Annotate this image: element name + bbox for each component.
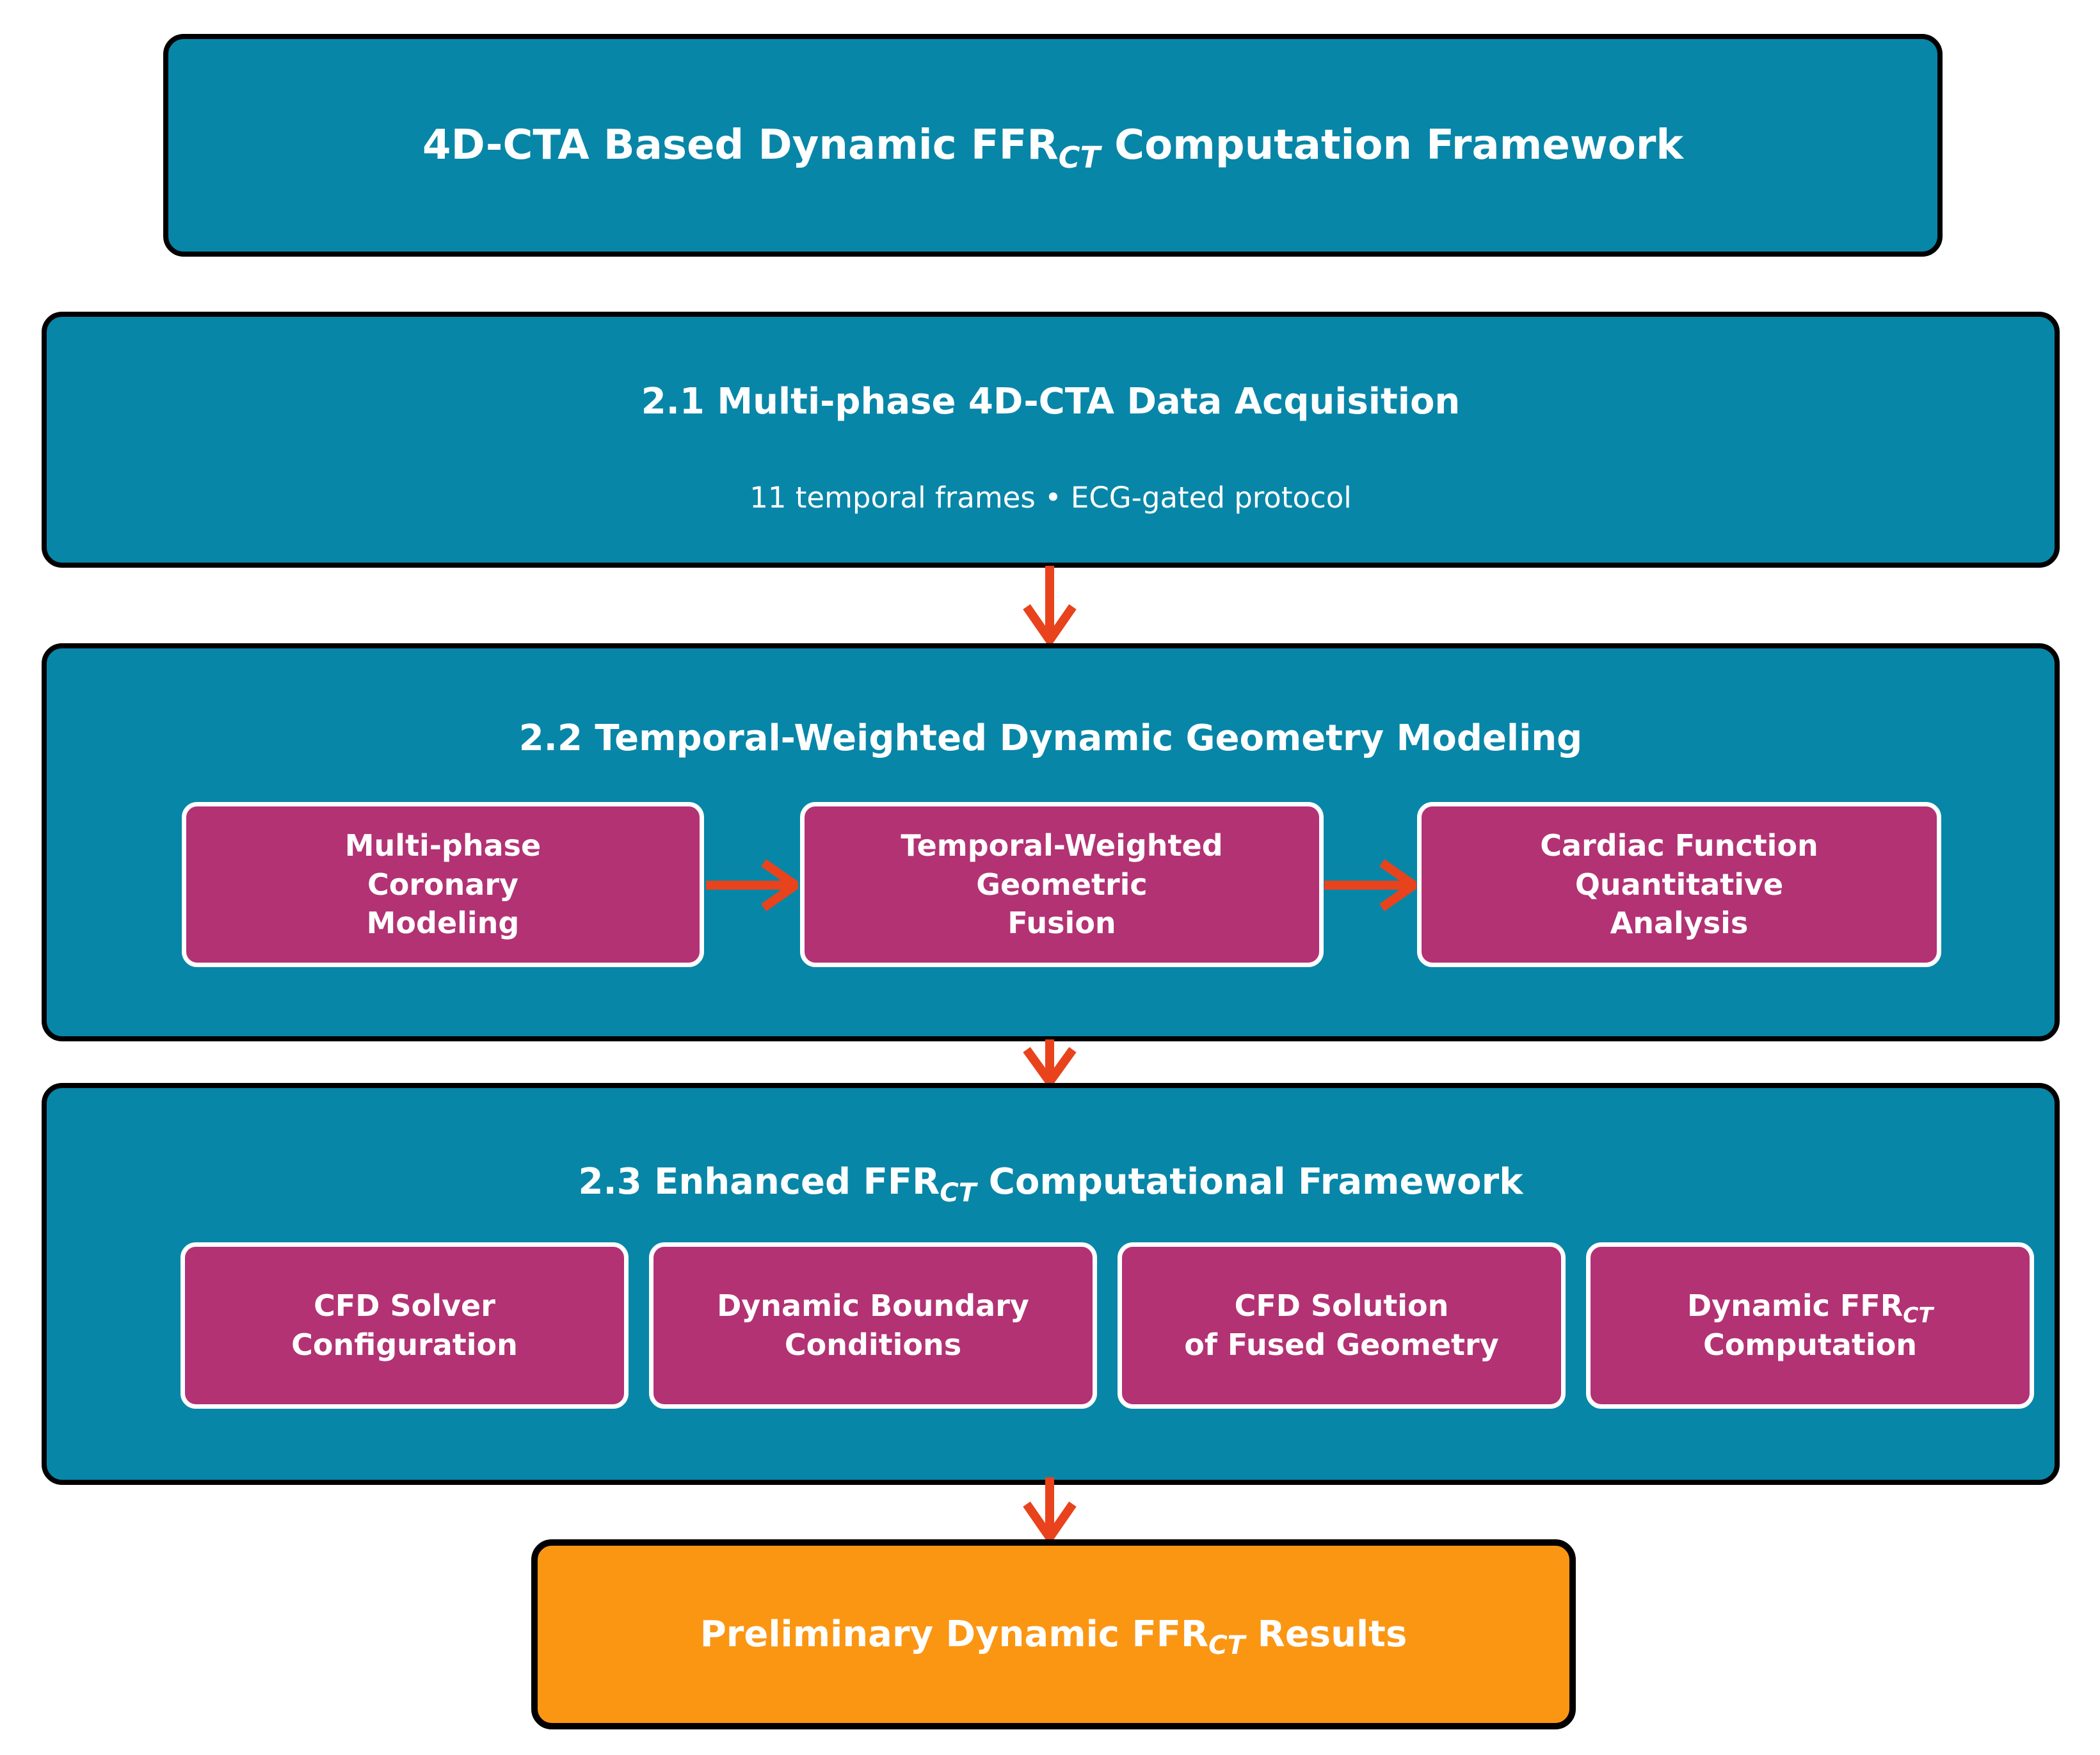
section-2-3-heading-suffix: Computational Framework [976, 1161, 1523, 1203]
step-line: Temporal-Weighted [901, 828, 1223, 863]
title-text-prefix: 4D-CTA Based Dynamic FFR [422, 122, 1059, 169]
section-2-1-data-acquisition [42, 312, 2060, 568]
step-line [1687, 1286, 1933, 1326]
result-box [531, 1539, 1576, 1729]
step-dynamic-ffrct-computation [1586, 1242, 2034, 1409]
diagram-title [422, 122, 1683, 175]
section-2-1-heading: 2.1 Multi-phase 4D-CTA Data Acquisition [641, 381, 1461, 422]
step-line: Cardiac Function [1540, 828, 1818, 863]
ffrct-subscript: CT [1903, 1302, 1934, 1328]
title-banner [163, 34, 1943, 257]
step-line: Configuration [291, 1327, 518, 1362]
down-arrow-2 [1021, 1039, 1078, 1086]
title-text-suffix: Computation Framework [1100, 122, 1683, 169]
right-arrow-1 [706, 856, 798, 914]
right-arrow-2 [1324, 856, 1416, 914]
step-line: of Fused Geometry [1184, 1327, 1499, 1362]
section-2-3-computational-framework [42, 1083, 2060, 1485]
step-line: Quantitative [1575, 867, 1784, 902]
step-line: Modeling [366, 906, 520, 941]
step-temporal-weighted-fusion [800, 802, 1324, 967]
result-subscript: CT [1208, 1630, 1246, 1661]
section-2-3-heading-subscript: CT [940, 1178, 977, 1208]
step-multiphase-coronary-modeling [182, 802, 704, 967]
step-cardiac-function-analysis [1417, 802, 1941, 967]
section-2-2-geometry-modeling [42, 643, 2060, 1041]
step-line: Geometric [976, 867, 1148, 902]
step-line-text: Dynamic FFR [1687, 1288, 1904, 1324]
step-cfd-solution-fused-geometry [1118, 1242, 1566, 1409]
step-cfd-solver-configuration [180, 1242, 629, 1409]
step-line: CFD Solver [314, 1288, 495, 1324]
down-arrow-1 [1021, 566, 1078, 644]
section-2-3-heading [47, 1161, 2055, 1208]
result-text [700, 1614, 1407, 1661]
step-line: Computation [1703, 1327, 1918, 1362]
result-text-suffix: Results [1245, 1614, 1407, 1655]
step-line: Dynamic Boundary [717, 1288, 1029, 1324]
section-2-2-heading: 2.2 Temporal-Weighted Dynamic Geometry Modeling [518, 717, 1583, 759]
result-text-prefix: Preliminary Dynamic FFR [700, 1614, 1209, 1655]
title-subscript: CT [1058, 140, 1100, 175]
step-line: Fusion [1007, 906, 1116, 941]
section-2-1-subtitle: 11 temporal frames • ECG-gated protocol [749, 481, 1352, 515]
step-line: Conditions [784, 1327, 962, 1362]
step-dynamic-boundary-conditions [649, 1242, 1097, 1409]
step-line: Multi-phase [344, 828, 541, 863]
down-arrow-3 [1021, 1477, 1078, 1541]
step-line: Coronary [367, 867, 519, 902]
section-2-3-heading-prefix: 2.3 Enhanced FFR [578, 1161, 940, 1203]
step-line: CFD Solution [1234, 1288, 1449, 1324]
step-line: Analysis [1610, 906, 1749, 941]
